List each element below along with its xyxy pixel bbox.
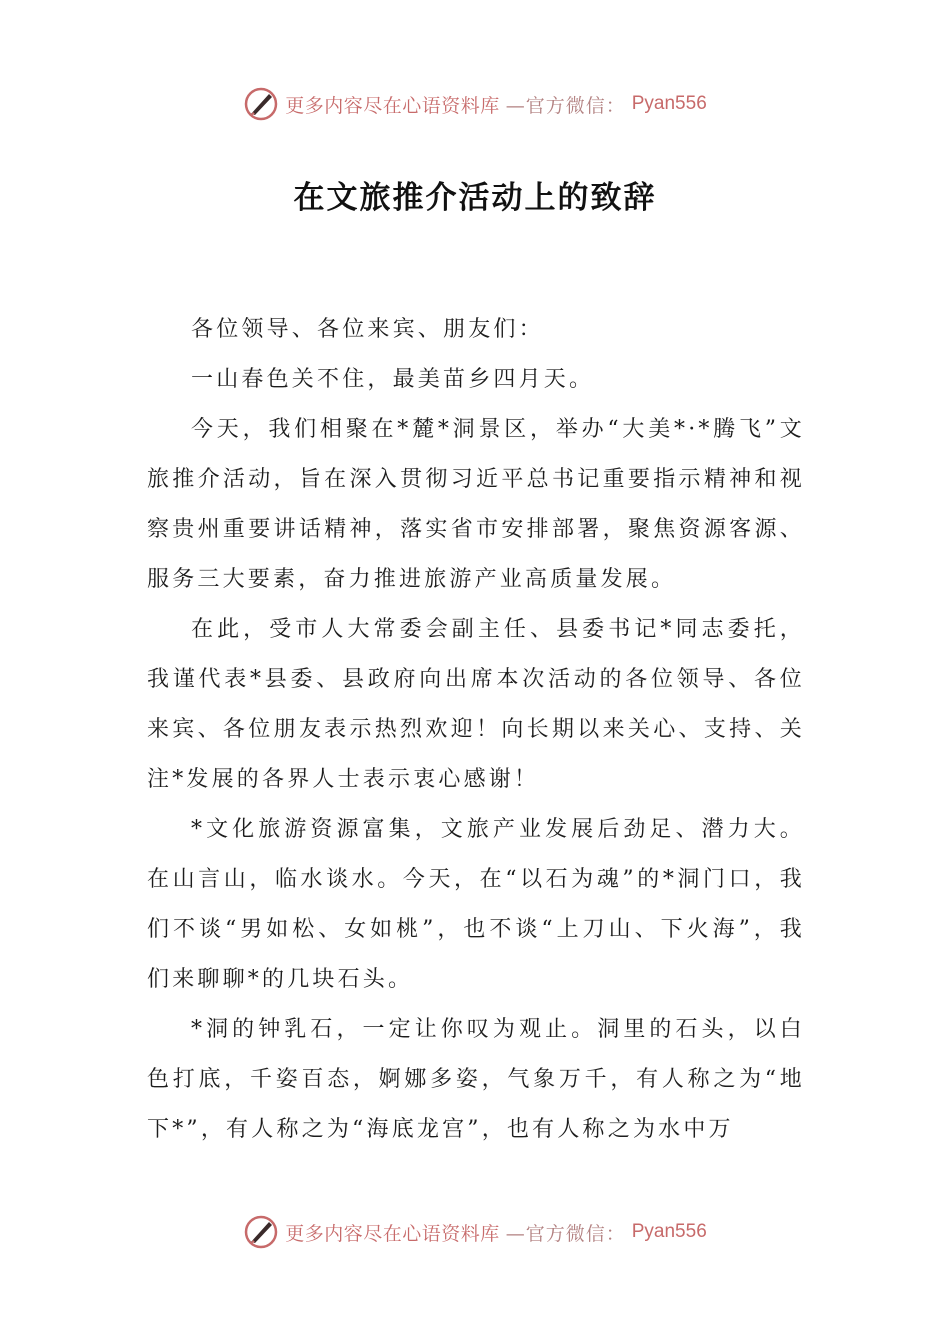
paragraph-salutation: 各位领导、各位来宾、朋友们：	[191, 317, 544, 342]
document-body	[147, 305, 805, 1155]
quill-logo-icon	[243, 86, 279, 122]
footer-watermark-banner	[0, 1212, 950, 1252]
banner-main-text: 更多内容尽在心语资料库	[285, 94, 500, 117]
paragraph-stalactites: *洞的钟乳石，一定让你叹为观止。洞里的石头，以白色打底，千姿百态，婀娜多姿，气象万千，有人称之为“地下*”，有人称之为“海底龙宫”，也有人称之为水中万	[147, 1017, 805, 1142]
banner-wechat-id: Pyan556	[631, 93, 707, 114]
header-watermark-banner	[0, 84, 950, 124]
quill-logo-icon	[243, 1214, 279, 1250]
paragraph-opening-line: 一山春色关不住，最美苗乡四月天。	[191, 367, 595, 392]
banner-main-text: 更多内容尽在心语资料库	[285, 1222, 500, 1245]
paragraph-resources: *文化旅游资源富集，文旅产业发展后劲足、潜力大。在山言山，临水谈水。今天，在“以石为魂”的*洞门口，我们不谈“男如松、女如桃”，也不谈“上刀山、下火海”，我们来聊聊*的几块石头。	[147, 817, 805, 992]
paragraph-welcome: 在此，受市人大常委会副主任、县委书记*同志委托，我谨代表*县委、县政府向出席本次活动的各位领导、各位来宾、各位朋友表示热烈欢迎！向长期以来关心、支持、关注*发展的各界人士表示衷心感谢！	[147, 617, 805, 792]
banner-wechat-id: Pyan556	[631, 1221, 707, 1242]
banner-tail-text: —官方微信：	[505, 94, 626, 117]
banner-tail-text: —官方微信：	[505, 1222, 626, 1245]
document-title: 在文旅推介活动上的致辞	[293, 180, 657, 216]
paragraph-event-intro: 今天，我们相聚在*麓*洞景区，举办“大美*·*腾飞”文旅推介活动，旨在深入贯彻习近平总书记重要指示精神和视察贵州重要讲话精神，落实省市安排部署，聚焦资源客源、服务三大要素，奋力推进旅游产业高质量发展。	[147, 417, 805, 592]
